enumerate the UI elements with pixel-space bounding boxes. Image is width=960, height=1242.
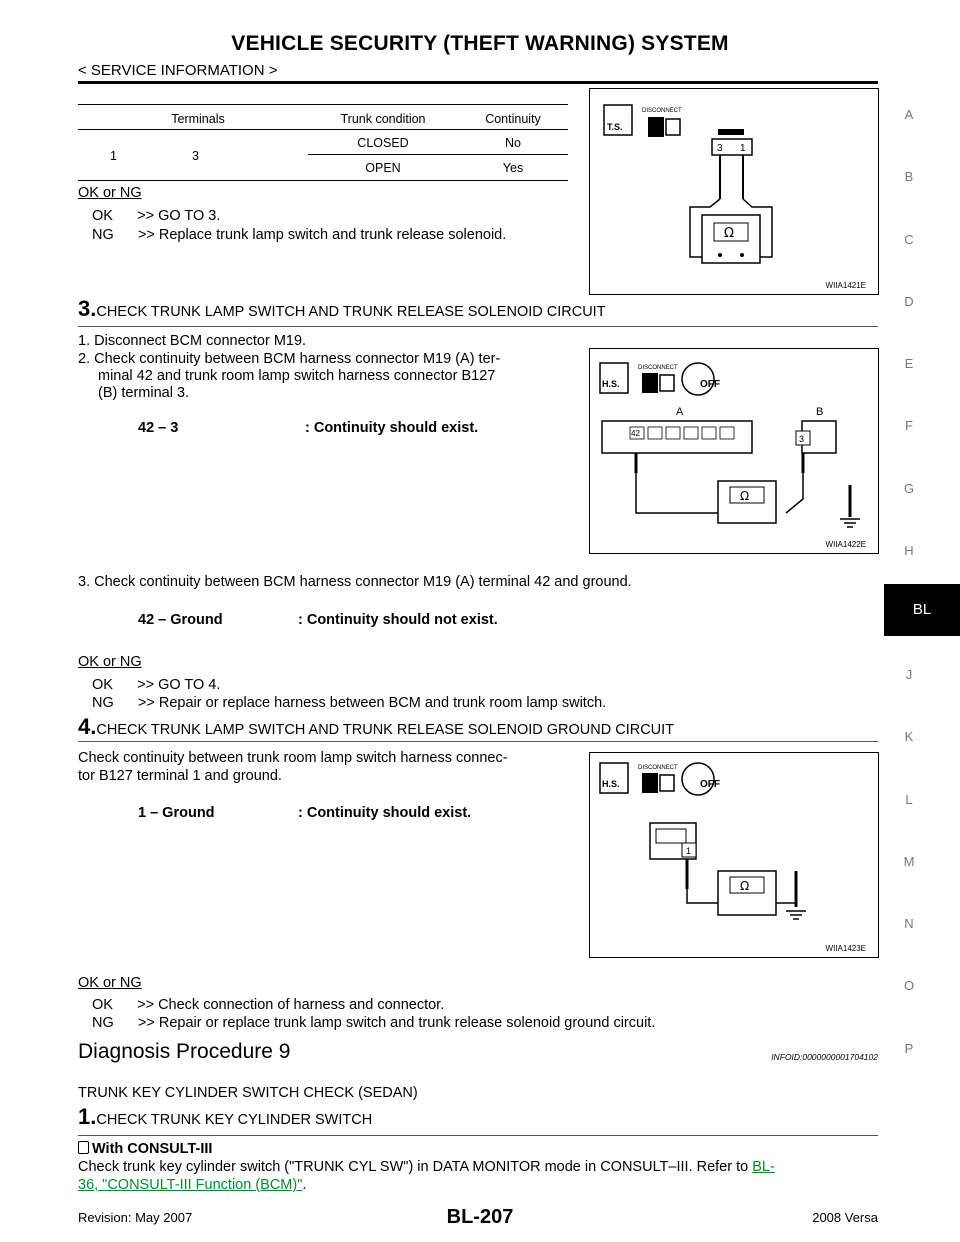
connector-top <box>718 129 744 135</box>
svg-text:Ω: Ω <box>740 879 750 893</box>
ref-link-bl-36-part1[interactable]: BL- <box>752 1159 775 1175</box>
step-4-title: CHECK TRUNK LAMP SWITCH AND TRUNK RELEASE SOLENOID GROUND CIRCUIT <box>96 722 675 738</box>
spec-42-ground-left: 42 – Ground <box>138 612 223 628</box>
svg-text:42: 42 <box>631 429 640 438</box>
ng-result: NG >> Replace trunk lamp switch and trunk release solenoid. <box>92 227 507 243</box>
step-3-line-2a: 2. Check continuity between BCM harness connector M19 (A) ter- <box>78 351 501 367</box>
table-cell-closed: CLOSED <box>357 136 409 150</box>
step-4-line-1a: Check continuity between trunk room lamp switch harness connec- <box>78 750 508 766</box>
svg-text:H.S.: H.S. <box>602 379 620 389</box>
svg-text:DISCONNECT: DISCONNECT <box>638 765 678 771</box>
step-1-text-end: . <box>302 1177 307 1193</box>
ok-or-ng-heading-4: OK or NG <box>78 975 142 991</box>
diagnosis-procedure-9-title: Diagnosis Procedure 9 <box>78 1040 291 1063</box>
side-index-n[interactable]: N <box>904 916 914 931</box>
ng-result-4: NG >> Repair or replace trunk lamp switch and trunk release solenoid ground circuit. <box>92 1015 656 1031</box>
step-4-rule <box>78 741 878 742</box>
figure-hs-ground-drawing <box>590 753 878 957</box>
ok-result: OK >> GO TO 3. <box>92 208 221 224</box>
side-index-a[interactable]: A <box>904 107 914 122</box>
figure-ts-continuity <box>589 88 879 295</box>
table-header-rule <box>78 129 568 130</box>
table-cell-open: OPEN <box>365 161 401 175</box>
step-1-text-body: Check trunk key cylinder switch ("TRUNK CYL SW") in DATA MONITOR mode in CONSULT–III. Refer to <box>78 1159 753 1175</box>
side-index-bl-active[interactable]: BL <box>884 584 960 636</box>
side-index-l[interactable]: L <box>905 792 913 807</box>
svg-text:OFF: OFF <box>700 779 720 790</box>
ok-or-ng-heading: OK or NG <box>78 185 142 201</box>
side-index-g[interactable]: G <box>903 481 915 496</box>
side-index-k[interactable]: K <box>904 729 914 744</box>
ok-result-3: OK >> GO TO 4. <box>92 677 221 693</box>
svg-text:H.S.: H.S. <box>602 779 620 789</box>
footer-model: 2008 Versa <box>812 1210 878 1225</box>
figure-hs-drawing <box>590 349 878 553</box>
svg-text:A: A <box>676 406 684 418</box>
svg-text:Ω: Ω <box>740 489 750 503</box>
figure-ts-drawing <box>590 89 878 294</box>
footer-revision: Revision: May 2007 <box>78 1210 193 1225</box>
step-3-heading <box>78 296 606 322</box>
side-index-j[interactable]: J <box>905 667 913 682</box>
consult-line <box>78 1140 212 1158</box>
consult-icon <box>78 1141 89 1154</box>
figure-hs-continuity-1-ground <box>589 752 879 958</box>
svg-text:DISCONNECT: DISCONNECT <box>638 365 678 371</box>
header-rule <box>78 81 878 84</box>
spec-42-3-left: 42 – 3 <box>138 420 179 436</box>
table-header-continuity: Continuity <box>485 112 541 126</box>
side-index-b[interactable]: B <box>904 169 914 184</box>
svg-text:1: 1 <box>740 143 746 154</box>
step-3-line-1: 1. Disconnect BCM connector M19. <box>78 333 307 349</box>
step-3-line-3: 3. Check continuity between BCM harness connector M19 (A) terminal 42 and ground. <box>78 574 632 590</box>
step-3-number: 3. <box>78 296 97 321</box>
table-terminal-1: 1 <box>110 149 117 163</box>
table-mid-rule <box>308 154 568 155</box>
svg-text:T.S.: T.S. <box>607 122 623 132</box>
info-id: INFOID:0000000001704102 <box>771 1052 878 1062</box>
consult-label: With CONSULT-III <box>92 1141 213 1157</box>
side-index-o[interactable]: O <box>903 978 915 993</box>
step-1-title: CHECK TRUNK KEY CYLINDER SWITCH <box>96 1112 373 1128</box>
figure-id-2: WIIA1422E <box>825 540 866 549</box>
disconnect-plug-icon <box>642 773 658 793</box>
step-4-number: 4. <box>78 714 97 739</box>
side-index-e[interactable]: E <box>904 356 914 371</box>
step-3-line-2c: (B) terminal 3. <box>98 385 190 401</box>
step-3-title: CHECK TRUNK LAMP SWITCH AND TRUNK RELEASE SOLENOID CIRCUIT <box>96 304 606 320</box>
table-top-rule <box>78 104 568 105</box>
side-index-f[interactable]: F <box>905 418 913 433</box>
diagnosis-subtitle: TRUNK KEY CYLINDER SWITCH CHECK (SEDAN) <box>78 1085 418 1101</box>
side-index-p[interactable]: P <box>904 1041 914 1056</box>
ok-result-4: OK >> Check connection of harness and connector. <box>92 997 445 1013</box>
figure-id-1: WIIA1421E <box>825 281 866 290</box>
table-header-terminals: Terminals <box>171 112 225 126</box>
ref-link-bl-36-part2[interactable]: 36, "CONSULT-III Function (BCM)" <box>78 1177 303 1193</box>
table-cell-yes: Yes <box>502 161 524 175</box>
table-header-trunk-condition: Trunk condition <box>340 112 426 126</box>
figure-hs-continuity-42-3 <box>589 348 879 554</box>
step-1-rule <box>78 1135 878 1136</box>
spec-1-ground-left: 1 – Ground <box>138 805 215 821</box>
disconnect-plug-icon <box>648 117 664 137</box>
side-index-h[interactable]: H <box>904 543 914 558</box>
side-index-m[interactable]: M <box>903 854 915 869</box>
disconnect-plug-icon <box>642 373 658 393</box>
table-bottom-rule <box>78 180 568 181</box>
spec-42-ground-right: : Continuity should not exist. <box>298 612 498 628</box>
svg-text:3: 3 <box>799 434 805 444</box>
ng-result-3: NG >> Repair or replace harness between BCM and trunk room lamp switch. <box>92 695 607 711</box>
page-number: BL-207 <box>446 1206 514 1228</box>
step-1-text <box>78 1158 878 1176</box>
svg-text:DISCONNECT: DISCONNECT <box>642 108 682 114</box>
page-title: VEHICLE SECURITY (THEFT WARNING) SYSTEM <box>231 32 729 55</box>
spec-1-ground-right: : Continuity should exist. <box>298 805 472 821</box>
ok-or-ng-heading-3: OK or NG <box>78 654 142 670</box>
step-3-line-2b: minal 42 and trunk room lamp switch harness connector B127 <box>98 368 496 384</box>
svg-text:B: B <box>816 406 824 418</box>
step-3-rule <box>78 326 878 327</box>
step-1-number: 1. <box>78 1104 97 1129</box>
step-1-text-2 <box>78 1176 306 1194</box>
svg-text:1: 1 <box>686 846 692 856</box>
svg-text:3: 3 <box>717 143 723 154</box>
breadcrumb: < SERVICE INFORMATION > <box>78 62 278 79</box>
side-index-c[interactable]: C <box>904 232 914 247</box>
svg-text:OFF: OFF <box>700 379 720 390</box>
step-4-line-1b: tor B127 terminal 1 and ground. <box>78 768 282 784</box>
table-terminal-2: 3 <box>192 149 199 163</box>
step-4-heading <box>78 714 674 740</box>
side-index-d[interactable]: D <box>904 294 914 309</box>
figure-id-3: WIIA1423E <box>825 944 866 953</box>
svg-text:Ω: Ω <box>724 226 734 241</box>
table-cell-no: No <box>505 136 521 150</box>
step-1-heading <box>78 1104 372 1130</box>
spec-42-3-right: : Continuity should exist. <box>305 420 479 436</box>
